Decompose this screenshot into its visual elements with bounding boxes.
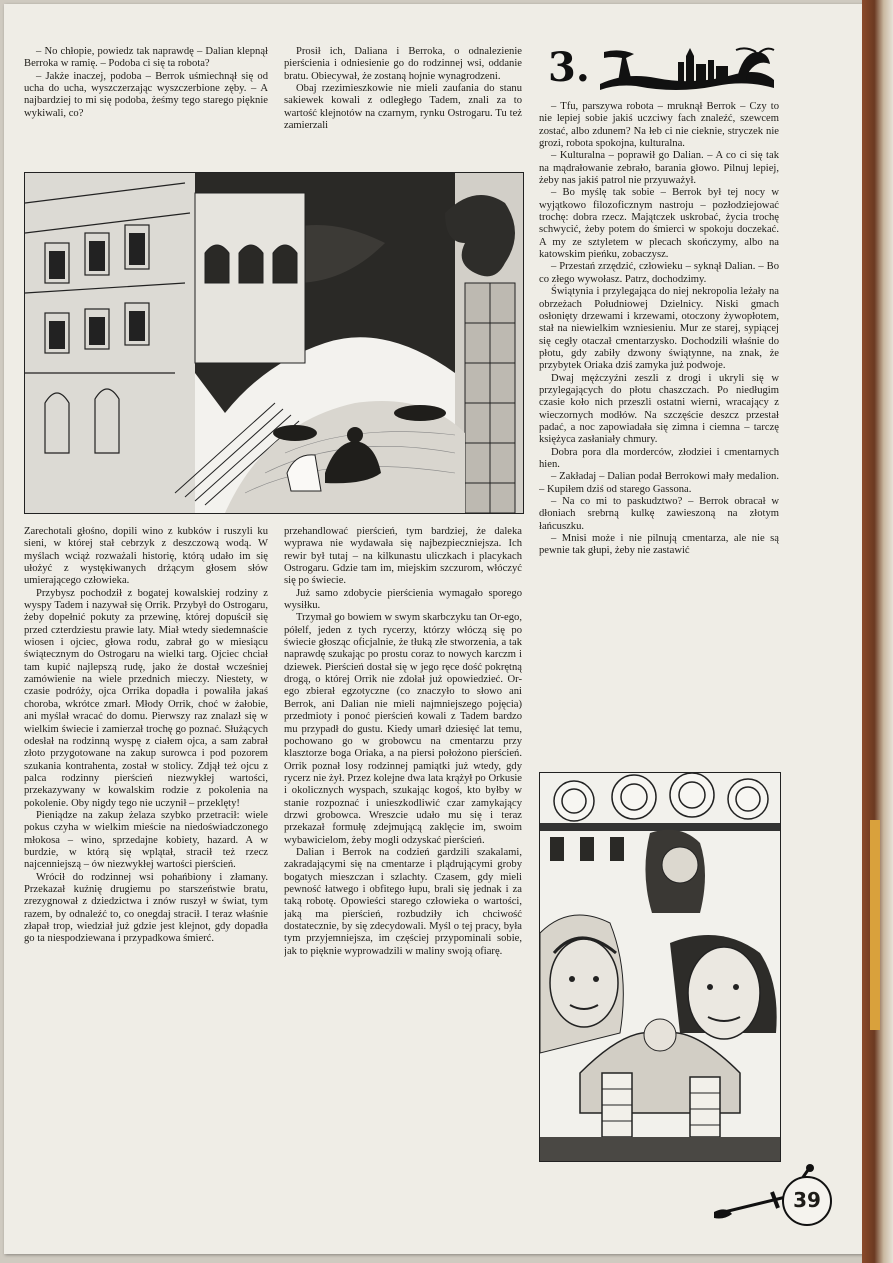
paragraph: – Jakże inaczej, podoba – Berrok uśmiechnął się od ucha do ucha, wyszczerzając wyszczerbione zęby. – A najbardziej to mi się podoba, żeśmy tego starego pięknie wykiwali, co? (24, 70, 268, 119)
page-number-ornament (712, 1162, 838, 1228)
paragraph: Już samo zdobycie pierścienia wymagało sporego wysiłku. (284, 587, 522, 612)
paragraph: Przybysz pochodził z bogatej kowalskiej rodziny z wyspy Tadem i nazywał się Orrik. Przybył do Ostrogaru, żeby dopełnić pokuty za przewinę, której dopuścił się przed czterdziestu prawie laty. Miał wtedy siedemnaście wiosen i ojciec, głowa rodu, zabrał go w miesiącu świątecznym do Ostrogaru na wielki targ. Ojciec chciał tam kupić najlepszą rudę, jako że dostał wcześniej zamówienie na wiele przednich mieczy. Niestety, w czasie podróży, ojca Orrika dopadła i powaliła jakaś choroba, wkrótce zmarł. Młody Orrik, choć w żałobie, ani myślał wracać do domu. Pierwszy raz znalazł się w wielkim świecie i zamierzał trochę go poznać. Służących odesłał na rodzinną wyspę z ciałem ojca, a sam zabrał złoto przygotowane na zakup surowca i pod pozorem szukania kontrahenta, został w stolicy. Zdjął też ojcu z palca rodzinny pierścień niezwykłej wartości, przekazywany w kowalskim rodzie z pokolenia na pokolenie. Oby nigdy tego nie uczynił – przeklęty! (24, 587, 268, 809)
paragraph: – Na co mi to paskudztwo? – Berrok obracał w dłoniach srebrną kulkę zawieszoną na złotym łańcuszku. (539, 496, 779, 532)
chapter-number: 3. (548, 44, 590, 91)
column-1-bottom (24, 526, 268, 1162)
skyline-banner-icon (596, 44, 778, 94)
paragraph: Wrócił do rodzinnej wsi pohańbiony i złamany. Przekazał kuźnię drugiemu po starszeństwie bratu, zrezygnował z dziedzictwa i znów ruszył w świat, tym razem, by odnaleźć to, co onegdaj stracił. I teraz właśnie złapał trop, wiedział już gdzie jest klejnot, gdy dopadła go ta niespodziewana i przypadkowa śmierć. (24, 871, 268, 945)
book-spine-edge (862, 0, 893, 1263)
chapter-heading (548, 44, 778, 94)
paragraph: – Zakładaj – Dalian podał Berrokowi mały medalion. – Kupiłem dziś od starego Gassona. (539, 471, 779, 495)
paragraph: Dobra pora dla morderców, złodziei i cmentarnych hien. (539, 446, 779, 470)
paragraph: Pieniądze na zakup żelaza szybko przetracił: wiele pokus czyha w wielkim mieście na niedoświadczonego młokosa – wino, sprzedajne kobiety, hazard. A w burdzie, w którą się wplątał, stracił też rzecz najcenniejszą – ów niezwykłej wartości pierścień. (24, 809, 268, 871)
column-2-bottom (284, 526, 522, 1162)
paragraph: Świątynia i przylegająca do niej nekropolia leżały na obrzeżach Południowej Dzielnicy. Niski gmach osłonięty drzewami i krzewami, otoczony żywopłotem, stał na niewielkim wzniesieniu. Mur ze starej, sypiącej się cegły otaczał cmentarzysko. Dochodzili właśnie do płotu, gdy zabiły dzwony świątynne, na znak, że przybytek Oriaka dziś zamyka już podwoje. (539, 286, 779, 372)
paragraph: Zarechotali głośno, dopili wino z kubków i ruszyli ku sieni, w której stał cebrzyk z deszczową wodą. W myślach wciąż rozważali historię, którą udało im się ułożyć z wystękiwanych drżącym głosem słów umierającego człowieka. (24, 526, 268, 587)
paragraph: Trzymał go bowiem w swym skarbczyku tan Or-ego, półelf, jeden z tych rycerzy, którzy włóczą się po świecie głosząc oficjalnie, że tłuką złe stworzenia, a tak naprawdę szukając po prostu coraz to nowych karczm i dziewek. Pierścień dostał się w jego ręce dość pokrętną drogą, o której Orrik nie zdołał już opowiedzieć. Or-ego zbierał egzotyczne (co znaczyło to słowo ani Berrok, ani Dalian nie mieli najmniejszego pojęcia) przedmioty i ponoć pierścień kowali z Tadem bardzo mu przypadł do gustu. Kiedy umarł dziesięć lat temu, pochowano go w grobowcu na cmentarzu przy klasztorze boga Oriaka, a na piersi położono pierścień. Orrik poznał losy rodzinnej pamiątki już wtedy, gdy rycerz nie żył. Przez kolejne dwa lata krążył po Orkusie i okolicznych wyspach, szukając kogoś, kto byłby w stanie rozpoznać i unieszkodliwić czar zamykający drzwi grobowca. Wreszcie udało mu się i teraz przekazał formułę zdejmującą zaklęcie im, swoim wybawicielom, żeby mogli odzyskać pierścień. (284, 612, 522, 846)
paragraph: – Tfu, parszywa robota – mruknął Berrok – Czy to nie lepiej sobie jakiś uczciwy fach znaleźć, szewcem zostać, albo zdunem? Na łeb ci nie cieknie, stryczek nie grozi, robota spokojna, kulturalna. (539, 101, 779, 150)
column-3 (539, 101, 779, 765)
paragraph: – Mnisi może i nie pilnują cmentarza, ale nie są pewnie tak głupi, żeby nie zastawić (539, 533, 779, 557)
paragraph: – No chłopie, powiedz tak naprawdę – Dalian klepnął Berroka w ramię. – Podoba ci się ta robota? (24, 46, 268, 70)
paragraph: Obaj rzezimieszkowie nie mieli zaufania do stanu sakiewek kowali z odległego Tadem, znali za to wartość klejnotów na czarnym, rynku Ostrogaru. Tu też zamierzali (284, 83, 522, 132)
paragraph: Dalian i Berrok na codzień gardzili szakalami, zakradającymi się na cmentarze i plądrującymi groby bogatych mieszczan i szlachty. Czasem, gdy mieli pewność łatwego i obfitego łupu, brali się jednak i za taką robotę. Opowieści starego człowieka o wartości, jaką ma pierścień, rozbudziły ich chciwość dostatecznie, by się zdecydowali. Myśl o tej pracy, była tym przyjemniejsza, im częściej przypominali sobie, jak to pięknie wyprowadzili w maliny swoją ofiarę. (284, 846, 522, 957)
street-scene-illustration (24, 172, 524, 514)
tavern-arm-wrestling-illustration (539, 772, 781, 1162)
page-edge-stripe (870, 820, 880, 1030)
paragraph: – Przestań zrzędzić, człowieku – syknął Dalian. – Bo co złego wywołasz. Patrz, dochodzimy. (539, 261, 779, 285)
column-2-top (284, 46, 522, 168)
paragraph: – Bo myślę tak sobie – Berrok był tej nocy w wyjątkowo filozoficznym nastroju – pozłodziejować trochę: dobra rzecz. Majątczek uskrobać, życia trochę schwycić, żeby potem do śmierci w spokoju doczekać. A my ze sztyletem w plecach skończymy, albo na katowskim pieńku, zobaczysz. (539, 187, 779, 261)
paragraph: Prosił ich, Daliana i Berroka, o odnalezienie pierścienia i odniesienie go do rodzinnej wsi, oddanie bratu. Obiecywał, że zostaną hojnie wynagrodzeni. (284, 46, 522, 82)
column-1-top (24, 46, 268, 168)
paragraph: Dwaj mężczyźni zeszli z drogi i ukryli się w przylegających do płotu chaszczach. Po niedługim czasie koło nich przeszli ostatni wierni, wracający z wieczornych modłów. Na szczęście deszcz przestał padać, a noc zapowiadała się zimna i ciemna – tarczę księżyca zasłaniały chmury. (539, 372, 779, 446)
page-number: 39 (782, 1176, 832, 1226)
paragraph: przehandlować pierścień, tym bardziej, że daleka wyprawa nie wydawała się najbezpieczniejsza. Ich rewir był tutaj – na kilkunastu uliczkach i placykach Ostrogaru. Gdzie tam im, miejskim szczurom, włóczyć się po świecie. (284, 526, 522, 587)
paragraph: – Kulturalna – poprawił go Dalian. – A co ci się tak na mądrałowanie zebrało, barania głowo. Pilnuj lepiej, żeby nas jakiś patrol nie przyuważył. (539, 150, 779, 187)
